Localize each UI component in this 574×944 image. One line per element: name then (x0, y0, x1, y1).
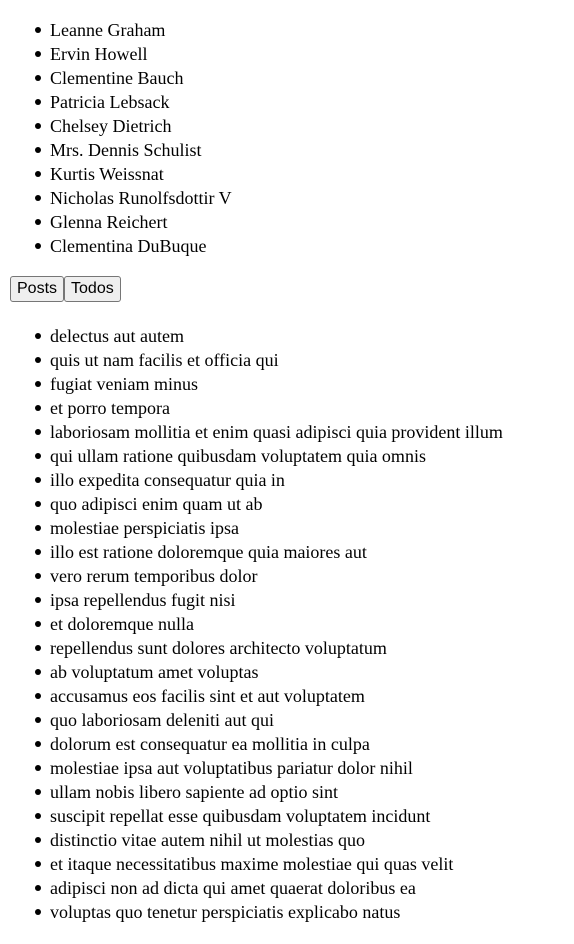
list-item: ipsa repellendus fugit nisi (50, 588, 574, 612)
list-item: dolorum est consequatur ea mollitia in culpa (50, 732, 574, 756)
user-item: Clementina DuBuque (50, 234, 574, 258)
list-item: qui ullam ratione quibusdam voluptatem quia omnis (50, 444, 574, 468)
user-item: Kurtis Weissnat (50, 162, 574, 186)
list-item: adipisci non ad dicta qui amet quaerat doloribus ea (50, 876, 574, 900)
user-item: Clementine Bauch (50, 66, 574, 90)
list-item: vero rerum temporibus dolor (50, 564, 574, 588)
user-item: Leanne Graham (50, 18, 574, 42)
list-item: ullam nobis libero sapiente ad optio sint (50, 780, 574, 804)
tab-bar (10, 276, 574, 302)
user-item: Mrs. Dennis Schulist (50, 138, 574, 162)
page (0, 18, 574, 924)
list-item: molestiae perspiciatis ipsa (50, 516, 574, 540)
list-item: voluptas quo tenetur perspiciatis explicabo natus (50, 900, 574, 924)
users-list (10, 18, 574, 258)
list-item: et porro tempora (50, 396, 574, 420)
list-item: ab voluptatum amet voluptas (50, 660, 574, 684)
list-item: laboriosam mollitia et enim quasi adipisci quia provident illum (50, 420, 574, 444)
list-item: delectus aut autem (50, 324, 574, 348)
todos-button[interactable]: Todos (64, 276, 121, 302)
list-item: distinctio vitae autem nihil ut molestias quo (50, 828, 574, 852)
user-item: Glenna Reichert (50, 210, 574, 234)
list-item: molestiae ipsa aut voluptatibus pariatur dolor nihil (50, 756, 574, 780)
list-item: accusamus eos facilis sint et aut voluptatem (50, 684, 574, 708)
list-item: quis ut nam facilis et officia qui (50, 348, 574, 372)
list-item: fugiat veniam minus (50, 372, 574, 396)
user-item: Ervin Howell (50, 42, 574, 66)
user-item: Nicholas Runolfsdottir V (50, 186, 574, 210)
list-item: suscipit repellat esse quibusdam voluptatem incidunt (50, 804, 574, 828)
user-item: Chelsey Dietrich (50, 114, 574, 138)
list-item: quo laboriosam deleniti aut qui (50, 708, 574, 732)
posts-button[interactable]: Posts (10, 276, 64, 302)
list-item: illo expedita consequatur quia in (50, 468, 574, 492)
list-item: et doloremque nulla (50, 612, 574, 636)
list-item: et itaque necessitatibus maxime molestiae qui quas velit (50, 852, 574, 876)
todos-list (10, 324, 574, 924)
list-item: illo est ratione doloremque quia maiores aut (50, 540, 574, 564)
list-item: quo adipisci enim quam ut ab (50, 492, 574, 516)
user-item: Patricia Lebsack (50, 90, 574, 114)
list-item: repellendus sunt dolores architecto voluptatum (50, 636, 574, 660)
